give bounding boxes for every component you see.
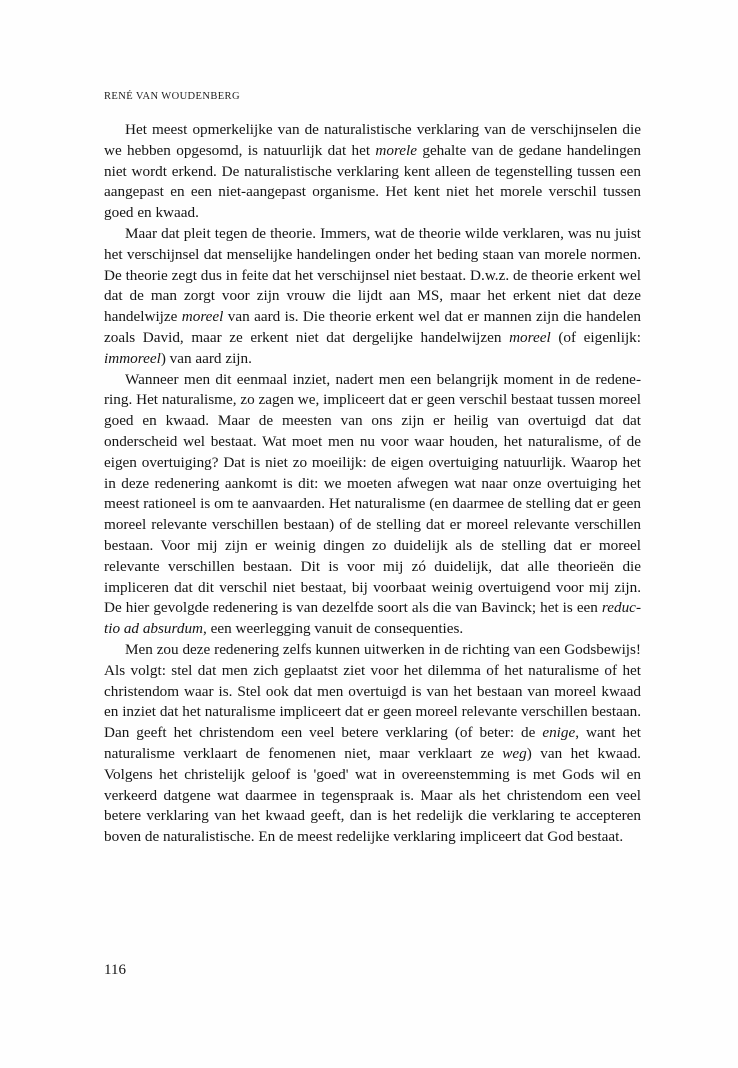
emphasis-text: enige [542,724,576,742]
emphasis-text: immoreel [104,349,161,367]
emphasis-text: moreel [509,328,551,346]
text-run: Wanneer men dit eenmaal inziet, nadert men een belangrijk moment in de redenering. Het naturalisme, zo zagen we, impliceert dat er geen verschil bestaat tussen moreel goed en kwaad. Maar de meesten van ons zijn er heilig van overtuigd dat dat onderscheid wel bestaat. Wat moet men nu voor waar houden, het naturalisme, of de eigen overtuiging? Dat is niet zo moeilijk: de eigen overtuiging natuurlijk. Waarop het in deze redenering aankomt is dit: we moeten afwegen wat naar onze overtuiging het meest rationeel is om te aanvaarden. Het naturalisme (en daarmee de stelling dat er geen moreel relevante verschillen bestaan) of de stelling dat er moreel relevante verschillen bestaan. Voor mij zijn er weinig dingen zo duidelijk als de stelling dat er moreel relevante verschillen bestaan. Dit is voor mij zó duidelijk, dat alle theorieën die impliceren dat dit verschil niet bestaat, bij voorbaat weinig overtuigend voor mij zijn. De hier gevolgde redenering is van dezelfde soort als die van Bavinck; het is een [104,370,641,617]
text-run: , want het naturalisme verklaart de fenomenen niet, maar verklaart ze [104,724,642,762]
text-run: Het meest opmerkelijke van de naturalistische verklaring van de verschijnselen die we hebben opgesomd, is natuurlijk dat het [104,121,641,159]
text-run: van aard is. Die theorie erkent wel dat er mannen zijn die handelen zoals David, maar ze erkent niet dat dergelijke handelwijzen [104,308,641,346]
emphasis-text: reductio ad absurdum [104,599,641,638]
emphasis-text: weg [502,744,527,762]
text-run: ) van aard zijn. [160,349,252,367]
text-run: (of eigenlijk: [550,328,641,346]
paragraph-4 [104,640,641,848]
text-run: Men zou deze redenering zelfs kunnen uitwerken in de richting van een Godsbewijs! Als volgt: stel dat men zich geplaatst ziet voor het dilemma of het naturalisme of het christendom waar is. Stel ook dat men overtuigd is van het bestaan van moreel kwaad en inziet dat het naturalisme impliceert dat er geen moreel relevante verschillen bestaan. Dan geeft het christendom een veel betere verklaring (of beter: de [104,640,641,742]
running-head: RENÉ VAN WOUDENBERG [104,91,240,102]
paragraph-2 [104,224,641,370]
text-run: Maar dat pleit tegen de theorie. Immers, wat de theorie wilde verklaren, was nu juist het verschijnsel dat menselijke handelingen onder het beding staan van morele normen. De theorie zegt dus in feite dat het verschijnsel niet bestaat. D.w.z. de theorie erkent wel dat de man zorgt voor zijn vrouw die lijdt aan MS, maar het erkent niet dat deze handelwijze [104,224,641,326]
emphasis-text: morele [375,141,418,159]
paragraph-3 [104,370,641,640]
body-text [104,120,641,848]
text-run: gehalte van de gedane handelingen niet wordt erkend. De naturalistische verklaring kent alleen de tegenstelling tussen een aangepast en een niet-aangepast organisme. Het kent niet het morele verschil tussen goed en kwaad. [104,141,641,222]
text-run: , een weerlegging vanuit de consequenties. [203,620,464,638]
emphasis-text: moreel [181,308,224,326]
text-run: ) van het kwaad. Volgens het christelijk geloof is 'goed' wat in overeenstemming is met Gods wil en verkeerd datgene wat daarmee in tegenspraak is. Maar als het christendom een veel betere verklaring van het kwaad geeft, dan is het redelijk die verklaring te accepteren boven de naturalistische. En de meest redelijke verklaring impliceert dat God bestaat. [104,744,641,846]
paragraph-1 [104,120,641,224]
page-number: 116 [104,962,126,978]
